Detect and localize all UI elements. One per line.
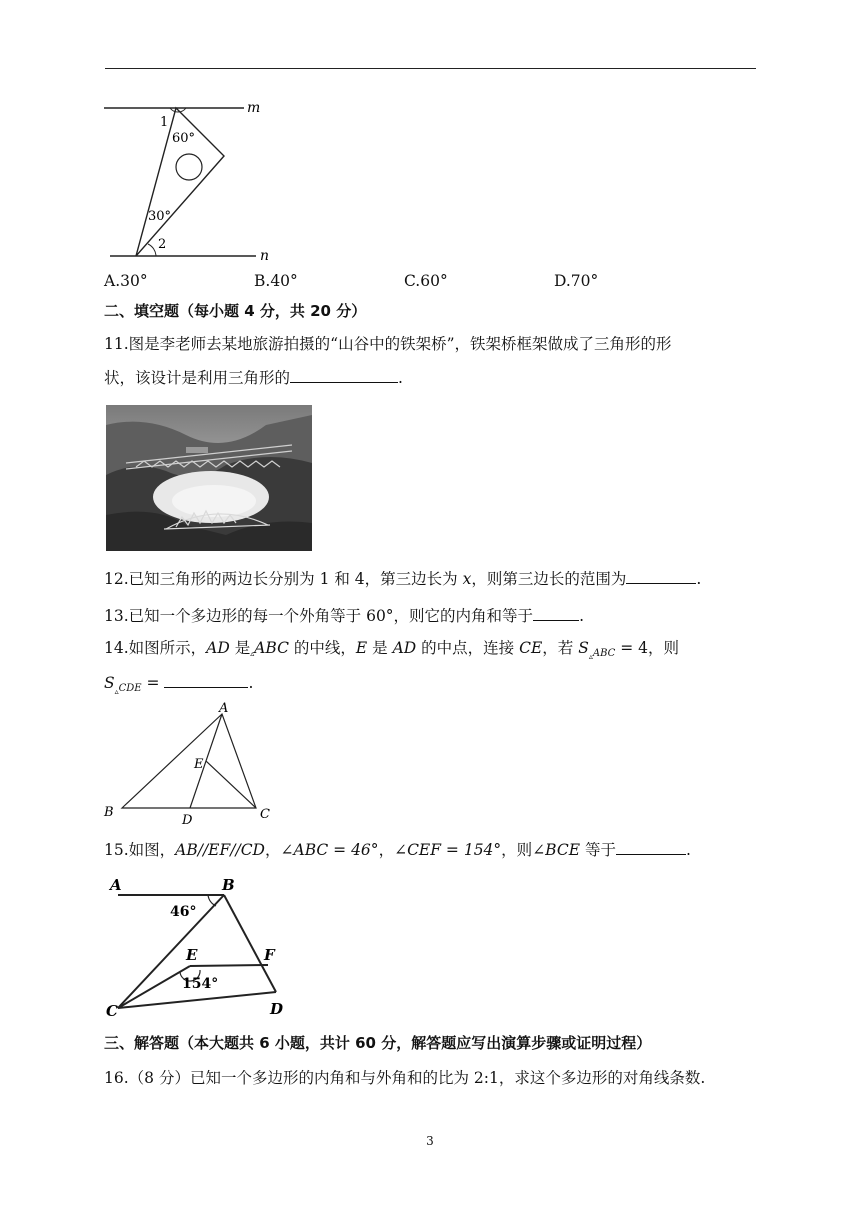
figure-parallel-lines-triangle bbox=[104, 96, 274, 264]
label-n: n bbox=[260, 248, 270, 264]
q15-period: . bbox=[685, 841, 691, 859]
q11-line2 bbox=[104, 366, 403, 389]
q12-answer-blank[interactable] bbox=[626, 567, 696, 584]
q15-expr-cef: ∠CEF = 154° bbox=[394, 841, 502, 859]
label-m: m bbox=[247, 100, 261, 116]
label-c: C bbox=[260, 807, 270, 822]
q14-line2 bbox=[104, 671, 253, 703]
label-d: D bbox=[270, 1000, 284, 1018]
q14-e: E bbox=[355, 639, 368, 657]
q14-ce: CE bbox=[519, 639, 543, 657]
section3-title: 三、解答题（本大题共 6 小题，共计 60 分，解答题应写出演算步骤或证明过程） bbox=[104, 1034, 652, 1052]
q14-text: ，则 bbox=[647, 639, 679, 657]
q14-sub-abc: ▵ABC bbox=[588, 648, 616, 661]
label-e: E bbox=[186, 946, 198, 964]
option-b[interactable]: B.40° bbox=[254, 272, 298, 290]
label-30: 30° bbox=[148, 209, 172, 224]
q15-expr-abc: ∠ABC = 46° bbox=[280, 841, 379, 859]
q14-period: . bbox=[248, 674, 254, 692]
q13-text: 13.已知一个多边形的每一个外角等于 60°，则它的内角和等于 bbox=[104, 607, 534, 625]
q14-s: S bbox=[578, 639, 589, 657]
q15-expr-bce: ∠BCE bbox=[532, 841, 581, 859]
q14-text: ，若 bbox=[542, 639, 579, 657]
set-square-hole bbox=[176, 154, 202, 180]
q14-text: 的中线， bbox=[288, 639, 356, 657]
label-b: B bbox=[222, 876, 235, 894]
label-d: D bbox=[182, 813, 193, 826]
q14-text: 的中点，连接 bbox=[416, 639, 520, 657]
option-d[interactable]: D.70° bbox=[554, 272, 599, 290]
label-2: 2 bbox=[158, 237, 167, 252]
label-46: 46° bbox=[170, 904, 197, 920]
label-1: 1 bbox=[160, 115, 169, 130]
q14-line1 bbox=[104, 637, 679, 668]
q14-sub-cde: ▵CDE bbox=[114, 683, 142, 696]
label-154: 154° bbox=[182, 976, 219, 992]
q15-text: 15.如图， bbox=[104, 841, 176, 859]
label-c: C bbox=[106, 1002, 118, 1018]
q15 bbox=[104, 838, 691, 861]
label-b: B bbox=[104, 805, 114, 820]
q11-line1: 11.图是李老师去某地旅游拍摄的“山谷中的铁架桥”，铁架桥框架做成了三角形的形 bbox=[104, 335, 672, 353]
q14-ad: AD bbox=[392, 639, 417, 657]
option-c[interactable]: C.60° bbox=[404, 272, 448, 290]
q15-text: 等于 bbox=[580, 841, 616, 859]
q12-var-x: x bbox=[462, 570, 472, 588]
q14-text: 是 bbox=[229, 639, 251, 657]
label-60: 60° bbox=[172, 131, 196, 146]
q16: 16.（8 分）已知一个多边形的内角和与外角和的比为 2:1，求这个多边形的对角线条数. bbox=[104, 1069, 706, 1087]
section2-title: 二、填空题（每小题 4 分，共 20 分） bbox=[104, 302, 367, 320]
label-e: E bbox=[194, 757, 204, 772]
q14-text: 是 bbox=[367, 639, 393, 657]
q15-text: ， bbox=[378, 841, 395, 859]
label-f: F bbox=[264, 946, 275, 964]
header-rule bbox=[105, 68, 756, 69]
q14-answer-blank[interactable] bbox=[164, 671, 248, 688]
q14-ad: AD bbox=[206, 639, 230, 657]
label-a: A bbox=[219, 701, 229, 716]
figure-q14-triangle bbox=[100, 700, 280, 826]
q11-text: 状，该设计是利用三角形的 bbox=[104, 369, 291, 387]
q11-answer-blank[interactable] bbox=[290, 366, 398, 383]
q15-text: ，则 bbox=[501, 841, 533, 859]
q12-period: . bbox=[696, 570, 702, 588]
q11-period: . bbox=[398, 369, 403, 387]
q12-text-mid: ，则第三边长的范围为 bbox=[471, 570, 627, 588]
option-a[interactable]: A.30° bbox=[104, 272, 148, 290]
bridge-photo bbox=[106, 405, 312, 551]
q12-text: 12.已知三角形的两边长分别为 1 和 4，第三边长为 bbox=[104, 570, 463, 588]
q14-eq: = bbox=[141, 674, 165, 692]
q13-answer-blank[interactable] bbox=[533, 604, 579, 621]
figure-q15-parallel bbox=[104, 868, 294, 1018]
q12 bbox=[104, 567, 701, 590]
q14-text: 14.如图所示， bbox=[104, 639, 207, 657]
q13 bbox=[104, 604, 584, 627]
q15-expr-parallel: AB//EF//CD bbox=[175, 841, 265, 859]
q15-answer-blank[interactable] bbox=[616, 838, 686, 855]
q14-abc: ABC bbox=[254, 639, 289, 657]
triangle-symbol: ▵ bbox=[250, 649, 255, 658]
q13-period: . bbox=[579, 607, 584, 625]
q14-eq: = 4 bbox=[615, 639, 648, 657]
q15-text: ， bbox=[265, 841, 281, 859]
page-number: 3 bbox=[426, 1134, 434, 1148]
label-a: A bbox=[110, 876, 122, 894]
q14-s: S bbox=[104, 674, 115, 692]
angle-arc-bottom bbox=[148, 244, 156, 256]
